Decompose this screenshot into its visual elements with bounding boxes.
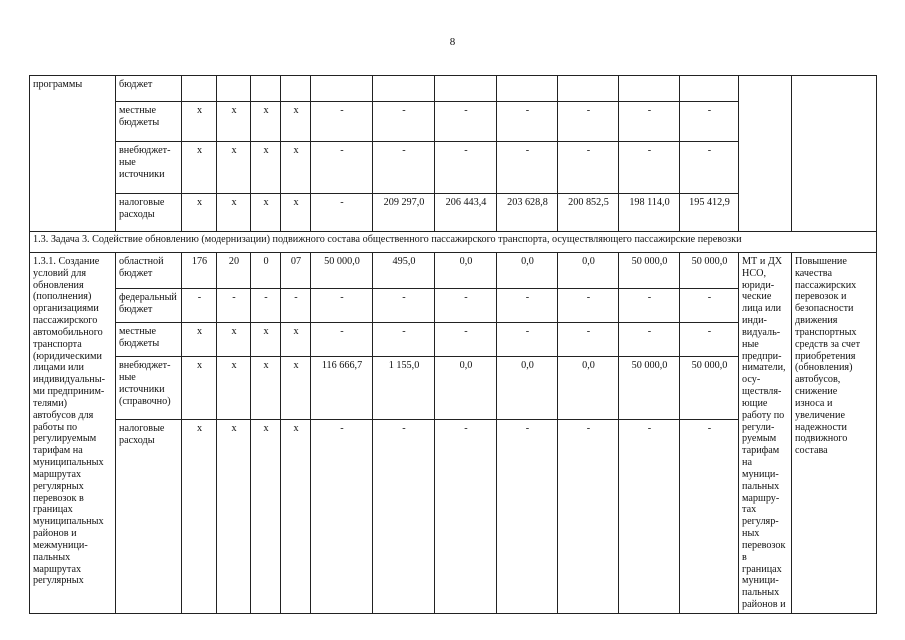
value-cell: - <box>373 289 435 323</box>
value-cell: - <box>373 102 435 142</box>
value-cell: x <box>281 357 311 420</box>
value-cell: 0,0 <box>558 253 619 289</box>
value-cell: x <box>182 102 217 142</box>
value-cell: 206 443,4 <box>435 194 497 232</box>
value-cell: - <box>497 420 558 614</box>
source-cell: местные бюджеты <box>116 102 182 142</box>
value-cell: x <box>182 142 217 194</box>
source-cell: внебюджет- ные источники <box>116 142 182 194</box>
value-cell <box>251 76 281 102</box>
value-cell: - <box>435 289 497 323</box>
value-cell: - <box>182 289 217 323</box>
value-cell: 116 666,7 <box>311 357 373 420</box>
value-cell: - <box>619 102 680 142</box>
executor-cell-empty <box>739 76 792 232</box>
value-cell: 0,0 <box>558 357 619 420</box>
value-cell: - <box>558 420 619 614</box>
value-cell: x <box>182 323 217 357</box>
value-cell: 20 <box>217 253 251 289</box>
value-cell: - <box>435 323 497 357</box>
value-cell <box>182 76 217 102</box>
value-cell: 0 <box>251 253 281 289</box>
value-cell: 50 000,0 <box>680 357 739 420</box>
page-number: 8 <box>449 36 456 48</box>
value-cell: 07 <box>281 253 311 289</box>
result-cell: Повышение качества пассажирских перевозок и безопасности движения транспортных средств за счет приобретения (обновления) автобусов, снижение износа и увеличение надежности подвижного состава <box>792 253 877 614</box>
value-cell: - <box>558 289 619 323</box>
value-cell: 50 000,0 <box>619 253 680 289</box>
value-cell: 1 155,0 <box>373 357 435 420</box>
value-cell: 176 <box>182 253 217 289</box>
table-row <box>30 76 877 102</box>
value-cell: - <box>311 102 373 142</box>
value-cell: x <box>251 142 281 194</box>
value-cell: 0,0 <box>497 357 558 420</box>
source-cell: федеральный бюджет <box>116 289 182 323</box>
value-cell: x <box>217 194 251 232</box>
value-cell: x <box>182 420 217 614</box>
value-cell: - <box>251 289 281 323</box>
value-cell: 0,0 <box>497 253 558 289</box>
value-cell <box>311 76 373 102</box>
value-cell: - <box>619 142 680 194</box>
value-cell: - <box>435 142 497 194</box>
value-cell: - <box>217 289 251 323</box>
task-header: 1.3. Задача 3. Содействие обновлению (модернизации) подвижного состава общественного пассажирского транспорта, осуществляющего пассажирские перевозки <box>30 232 877 253</box>
value-cell <box>558 76 619 102</box>
source-cell: внебюджет- ные источники (справочно) <box>116 357 182 420</box>
value-cell <box>373 76 435 102</box>
value-cell: - <box>680 102 739 142</box>
value-cell: - <box>373 142 435 194</box>
value-cell: - <box>497 142 558 194</box>
value-cell: x <box>182 194 217 232</box>
value-cell: - <box>619 289 680 323</box>
source-cell: местные бюджеты <box>116 323 182 357</box>
task-row <box>30 232 877 253</box>
value-cell: x <box>281 194 311 232</box>
value-cell <box>680 76 739 102</box>
value-cell: 0,0 <box>435 253 497 289</box>
value-cell <box>497 76 558 102</box>
value-cell: 50 000,0 <box>680 253 739 289</box>
source-cell: областной бюджет <box>116 253 182 289</box>
value-cell <box>435 76 497 102</box>
value-cell: - <box>311 289 373 323</box>
value-cell: - <box>497 323 558 357</box>
value-cell: 209 297,0 <box>373 194 435 232</box>
value-cell: 200 852,5 <box>558 194 619 232</box>
value-cell: x <box>251 102 281 142</box>
program-table <box>29 75 877 614</box>
value-cell: - <box>680 323 739 357</box>
value-cell: - <box>311 323 373 357</box>
value-cell <box>619 76 680 102</box>
value-cell: - <box>281 289 311 323</box>
value-cell: x <box>281 142 311 194</box>
source-cell: налоговые расходы <box>116 194 182 232</box>
table-row <box>30 253 877 289</box>
value-cell <box>217 76 251 102</box>
value-cell: x <box>217 420 251 614</box>
value-cell: - <box>680 142 739 194</box>
value-cell: - <box>619 323 680 357</box>
value-cell: x <box>281 420 311 614</box>
source-cell: бюджет <box>116 76 182 102</box>
value-cell: - <box>311 194 373 232</box>
measure-name-cell: 1.3.1. Создание условий для обновления (пополнения) организациями пассажирского автомобильного транспорта (юридическими лицами или индивидуальны- ми предприним- телями) автобусов для работы по регулируемым тарифам на муниципальных маршрутах регулярных перевозок в границах муниципальных районов и межмуници- пальных маршрутах регулярных <box>30 253 116 614</box>
program-label-cell: программы <box>30 76 116 232</box>
value-cell: x <box>251 357 281 420</box>
value-cell: - <box>435 420 497 614</box>
value-cell: - <box>373 323 435 357</box>
value-cell: x <box>281 323 311 357</box>
value-cell: 50 000,0 <box>619 357 680 420</box>
value-cell: x <box>217 102 251 142</box>
value-cell: x <box>251 420 281 614</box>
value-cell: - <box>558 102 619 142</box>
value-cell: - <box>311 420 373 614</box>
result-cell-empty <box>792 76 877 232</box>
value-cell: - <box>558 142 619 194</box>
value-cell: 195 412,9 <box>680 194 739 232</box>
value-cell: - <box>373 420 435 614</box>
value-cell: 198 114,0 <box>619 194 680 232</box>
value-cell: - <box>497 289 558 323</box>
value-cell: 0,0 <box>435 357 497 420</box>
value-cell: x <box>281 102 311 142</box>
value-cell: - <box>558 323 619 357</box>
value-cell: - <box>497 102 558 142</box>
value-cell: x <box>217 323 251 357</box>
value-cell: x <box>251 194 281 232</box>
value-cell: x <box>182 357 217 420</box>
value-cell: x <box>251 323 281 357</box>
value-cell: 50 000,0 <box>311 253 373 289</box>
value-cell: 203 628,8 <box>497 194 558 232</box>
value-cell: - <box>435 102 497 142</box>
value-cell <box>281 76 311 102</box>
value-cell: x <box>217 142 251 194</box>
executor-cell: МТ и ДХ НСО, юриди- ческие лица или инди- видуаль- ные предпри- ниматели, осу- ществля- ющие работу по регули- руемым тарифам на муници- пальных маршру- тах регуляр- ных перевозок в границах муници- пальных районов и <box>739 253 792 614</box>
value-cell: - <box>680 289 739 323</box>
value-cell: - <box>311 142 373 194</box>
source-cell: налоговые расходы <box>116 420 182 614</box>
value-cell: x <box>217 357 251 420</box>
value-cell: - <box>619 420 680 614</box>
value-cell: - <box>680 420 739 614</box>
value-cell: 495,0 <box>373 253 435 289</box>
